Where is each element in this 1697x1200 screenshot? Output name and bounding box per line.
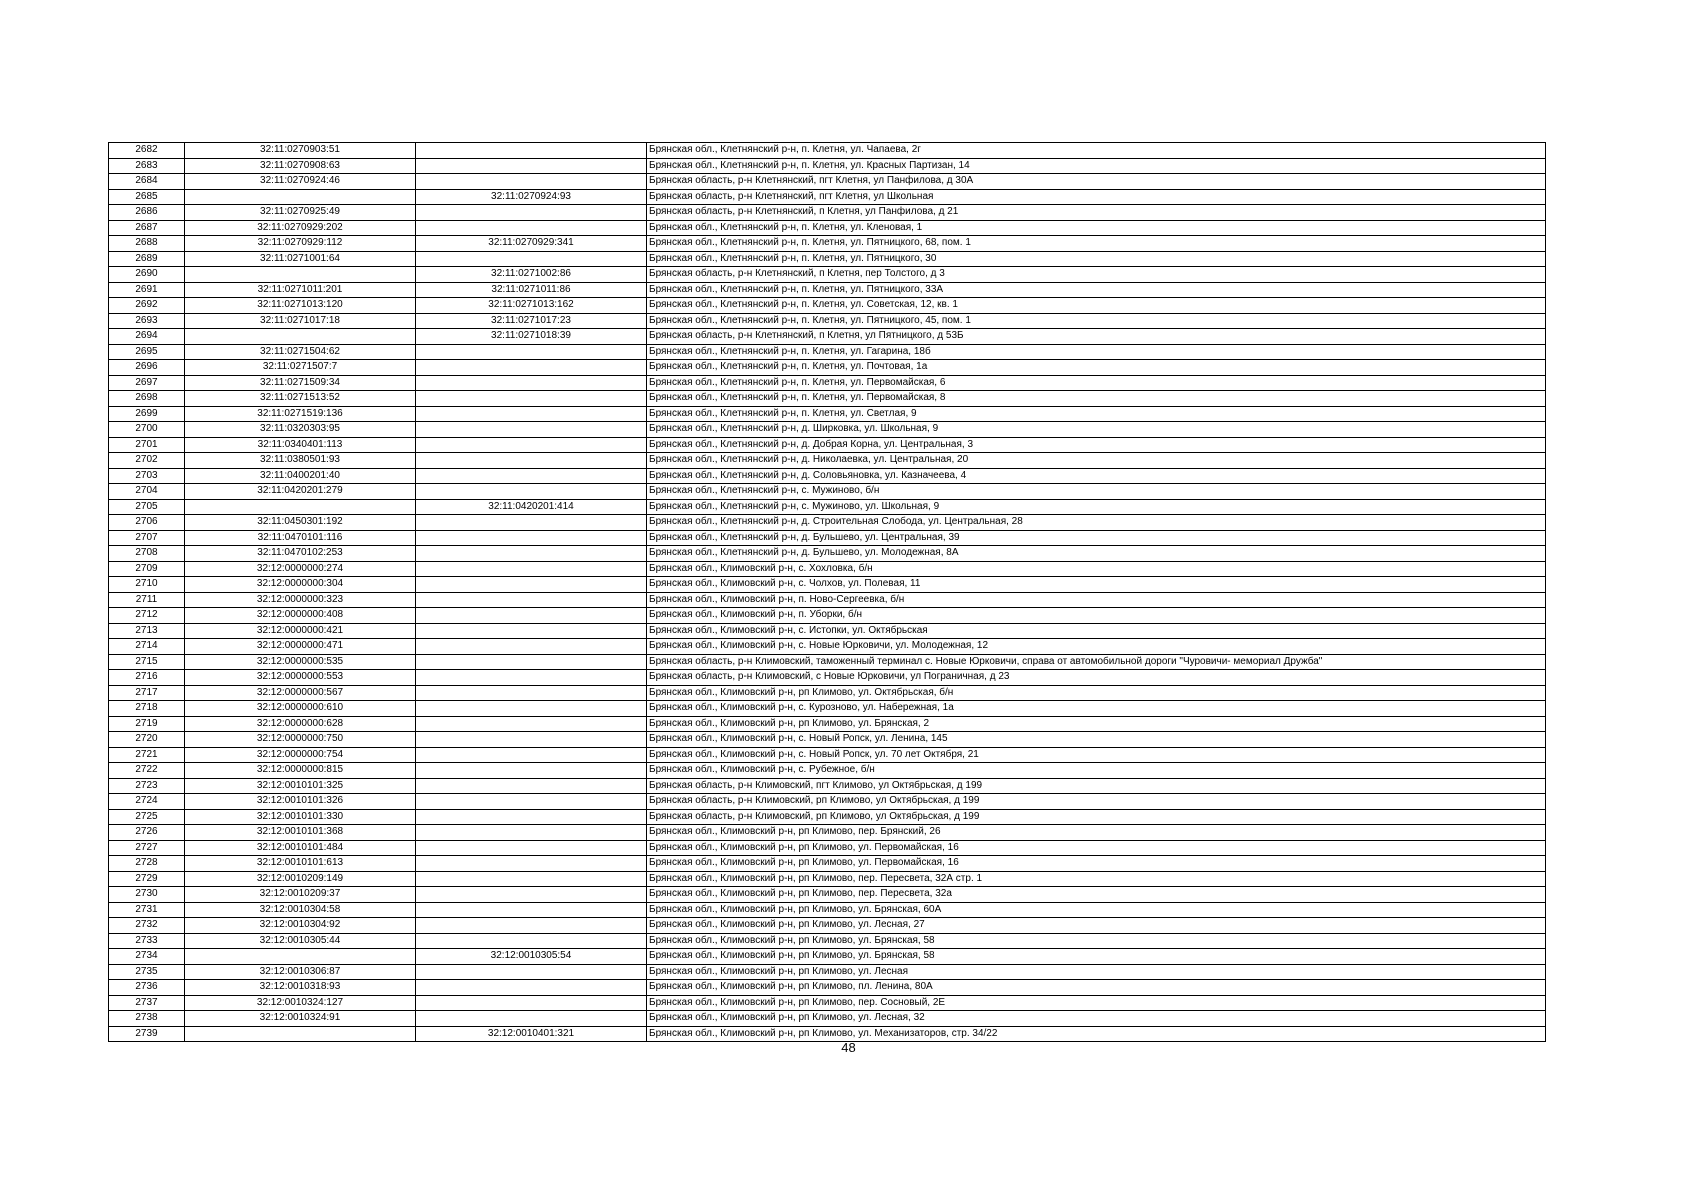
row-number-cell: 2716: [109, 670, 185, 686]
row-number-cell: 2714: [109, 639, 185, 655]
row-number-cell: 2706: [109, 515, 185, 531]
registry-table: [108, 142, 1546, 1042]
row-number-cell: 2685: [109, 189, 185, 205]
row-number-cell: 2688: [109, 236, 185, 252]
address-cell: Брянская обл., Климовский р-н, рп Климово, ул. Механизаторов, стр. 34/22: [647, 1026, 1546, 1042]
table-row: [109, 298, 1546, 314]
address-cell: Брянская обл., Климовский р-н, с. Истопки, ул. Октябрьская: [647, 623, 1546, 639]
address-cell: Брянская обл., Клетнянский р-н, п. Клетня, ул. Пятницкого, 68, пом. 1: [647, 236, 1546, 252]
cadastral-number-cell: 32:12:0000000:815: [185, 763, 416, 779]
object-number-cell: [416, 933, 647, 949]
address-cell: Брянская обл., Клетнянский р-н, п. Клетня, ул. Гагарина, 18б: [647, 344, 1546, 360]
cadastral-number-cell: 32:11:0420201:279: [185, 484, 416, 500]
cadastral-number-cell: 32:11:0271017:18: [185, 313, 416, 329]
row-number-cell: 2724: [109, 794, 185, 810]
address-cell: Брянская обл., Климовский р-н, с. Хохловка, б/н: [647, 561, 1546, 577]
table-row: [109, 670, 1546, 686]
address-cell: Брянская обл., Климовский р-н, рп Климово, ул. Лесная: [647, 964, 1546, 980]
table-row: [109, 902, 1546, 918]
table-row: [109, 701, 1546, 717]
table-row: [109, 763, 1546, 779]
object-number-cell: [416, 809, 647, 825]
cadastral-number-cell: 32:11:0271011:201: [185, 282, 416, 298]
row-number-cell: 2707: [109, 530, 185, 546]
table-row: [109, 189, 1546, 205]
cadastral-number-cell: 32:12:0010306:87: [185, 964, 416, 980]
cadastral-number-cell: 32:11:0270903:51: [185, 143, 416, 159]
cadastral-number-cell: 32:11:0400201:40: [185, 468, 416, 484]
address-cell: Брянская обл., Клетнянский р-н, п. Клетня, ул. Первомайская, 8: [647, 391, 1546, 407]
address-cell: Брянская область, р-н Климовский, рп Климово, ул Октябрьская, д 199: [647, 809, 1546, 825]
address-cell: Брянская обл., Климовский р-н, п. Уборки, б/н: [647, 608, 1546, 624]
object-number-cell: [416, 422, 647, 438]
table-row: [109, 840, 1546, 856]
row-number-cell: 2721: [109, 747, 185, 763]
object-number-cell: [416, 747, 647, 763]
cadastral-number-cell: 32:12:0000000:628: [185, 716, 416, 732]
object-number-cell: [416, 515, 647, 531]
object-number-cell: [416, 701, 647, 717]
address-cell: Брянская обл., Клетнянский р-н, п. Клетня, ул. Пятницкого, 33А: [647, 282, 1546, 298]
cadastral-number-cell: 32:11:0380501:93: [185, 453, 416, 469]
row-number-cell: 2692: [109, 298, 185, 314]
cadastral-number-cell: 32:12:0000000:421: [185, 623, 416, 639]
object-number-cell: [416, 825, 647, 841]
object-number-cell: [416, 561, 647, 577]
cadastral-number-cell: 32:12:0000000:754: [185, 747, 416, 763]
row-number-cell: 2719: [109, 716, 185, 732]
cadastral-number-cell: 32:12:0010101:325: [185, 778, 416, 794]
object-number-cell: [416, 918, 647, 934]
table-row: [109, 267, 1546, 283]
object-number-cell: 32:12:0010401:321: [416, 1026, 647, 1042]
table-row: [109, 313, 1546, 329]
row-number-cell: 2736: [109, 980, 185, 996]
table-row: [109, 515, 1546, 531]
row-number-cell: 2734: [109, 949, 185, 965]
object-number-cell: [416, 639, 647, 655]
address-cell: Брянская обл., Клетнянский р-н, д. Бульшево, ул. Центральная, 39: [647, 530, 1546, 546]
address-cell: Брянская обл., Климовский р-н, рп Климово, пер. Пересвета, 32А стр. 1: [647, 871, 1546, 887]
address-cell: Брянская обл., Климовский р-н, рп Климово, пер. Брянский, 26: [647, 825, 1546, 841]
row-number-cell: 2723: [109, 778, 185, 794]
table-row: [109, 980, 1546, 996]
row-number-cell: 2687: [109, 220, 185, 236]
cadastral-number-cell: 32:12:0010305:44: [185, 933, 416, 949]
object-number-cell: [416, 344, 647, 360]
table-row: [109, 453, 1546, 469]
object-number-cell: [416, 174, 647, 190]
cadastral-number-cell: 32:11:0271001:64: [185, 251, 416, 267]
table-row: [109, 205, 1546, 221]
cadastral-number-cell: 32:11:0270925:49: [185, 205, 416, 221]
table-row: [109, 825, 1546, 841]
cadastral-number-cell: 32:12:0000000:408: [185, 608, 416, 624]
row-number-cell: 2710: [109, 577, 185, 593]
cadastral-number-cell: 32:12:0000000:750: [185, 732, 416, 748]
table-row: [109, 561, 1546, 577]
table-row: [109, 809, 1546, 825]
object-number-cell: [416, 592, 647, 608]
table-row: [109, 747, 1546, 763]
table-row: [109, 577, 1546, 593]
row-number-cell: 2690: [109, 267, 185, 283]
object-number-cell: [416, 856, 647, 872]
address-cell: Брянская обл., Климовский р-н, рп Климово, пер. Пересвета, 32а: [647, 887, 1546, 903]
address-cell: Брянская обл., Клетнянский р-н, п. Клетня, ул. Чапаева, 2г: [647, 143, 1546, 159]
cadastral-number-cell: 32:12:0010101:613: [185, 856, 416, 872]
table-row: [109, 623, 1546, 639]
table-row: [109, 344, 1546, 360]
cadastral-number-cell: [185, 499, 416, 515]
row-number-cell: 2727: [109, 840, 185, 856]
address-cell: Брянская область, р-н Климовский, пгт Климово, ул Октябрьская, д 199: [647, 778, 1546, 794]
object-number-cell: [416, 980, 647, 996]
table-row: [109, 964, 1546, 980]
table-row: [109, 949, 1546, 965]
address-cell: Брянская обл., Клетнянский р-н, п. Клетня, ул. Пятницкого, 30: [647, 251, 1546, 267]
row-number-cell: 2704: [109, 484, 185, 500]
row-number-cell: 2730: [109, 887, 185, 903]
object-number-cell: [416, 251, 647, 267]
address-cell: Брянская обл., Клетнянский р-н, д. Строительная Слобода, ул. Центральная, 28: [647, 515, 1546, 531]
row-number-cell: 2689: [109, 251, 185, 267]
table-row: [109, 530, 1546, 546]
row-number-cell: 2735: [109, 964, 185, 980]
object-number-cell: [416, 484, 647, 500]
cadastral-number-cell: 32:12:0010101:326: [185, 794, 416, 810]
cadastral-number-cell: 32:12:0000000:567: [185, 685, 416, 701]
cadastral-number-cell: 32:11:0271513:52: [185, 391, 416, 407]
address-cell: Брянская обл., Климовский р-н, с. Чолхов, ул. Полевая, 11: [647, 577, 1546, 593]
row-number-cell: 2694: [109, 329, 185, 345]
cadastral-number-cell: 32:12:0010209:37: [185, 887, 416, 903]
object-number-cell: 32:11:0271017:23: [416, 313, 647, 329]
address-cell: Брянская обл., Клетнянский р-н, с. Мужиново, ул. Школьная, 9: [647, 499, 1546, 515]
row-number-cell: 2739: [109, 1026, 185, 1042]
object-number-cell: [416, 391, 647, 407]
object-number-cell: 32:11:0270924:93: [416, 189, 647, 205]
cadastral-number-cell: 32:12:0010324:127: [185, 995, 416, 1011]
table-row: [109, 639, 1546, 655]
table-row: [109, 143, 1546, 159]
cadastral-number-cell: 32:11:0271507:7: [185, 360, 416, 376]
object-number-cell: [416, 406, 647, 422]
object-number-cell: [416, 732, 647, 748]
object-number-cell: [416, 716, 647, 732]
address-cell: Брянская область, р-н Клетнянский, п Клетня, ул Пятницкого, д 53Б: [647, 329, 1546, 345]
address-cell: Брянская обл., Клетнянский р-н, с. Мужиново, б/н: [647, 484, 1546, 500]
cadastral-number-cell: 32:11:0271519:136: [185, 406, 416, 422]
cadastral-number-cell: 32:11:0270908:63: [185, 158, 416, 174]
row-number-cell: 2709: [109, 561, 185, 577]
object-number-cell: 32:11:0420201:414: [416, 499, 647, 515]
row-number-cell: 2715: [109, 654, 185, 670]
object-number-cell: 32:11:0271018:39: [416, 329, 647, 345]
table-row: [109, 158, 1546, 174]
address-cell: Брянская область, р-н Климовский, с Новые Юрковичи, ул Пограничная, д 23: [647, 670, 1546, 686]
address-cell: Брянская обл., Климовский р-н, рп Климово, ул. Первомайская, 16: [647, 840, 1546, 856]
row-number-cell: 2711: [109, 592, 185, 608]
table-row: [109, 685, 1546, 701]
table-row: [109, 732, 1546, 748]
cadastral-number-cell: 32:11:0271509:34: [185, 375, 416, 391]
table-row: [109, 484, 1546, 500]
row-number-cell: 2695: [109, 344, 185, 360]
cadastral-number-cell: 32:12:0000000:323: [185, 592, 416, 608]
row-number-cell: 2696: [109, 360, 185, 376]
address-cell: Брянская обл., Клетнянский р-н, д. Бульшево, ул. Молодежная, 8А: [647, 546, 1546, 562]
address-cell: Брянская обл., Клетнянский р-н, д. Соловьяновка, ул. Казначеева, 4: [647, 468, 1546, 484]
table-row: [109, 918, 1546, 934]
table-row: [109, 654, 1546, 670]
row-number-cell: 2737: [109, 995, 185, 1011]
object-number-cell: [416, 1011, 647, 1027]
row-number-cell: 2728: [109, 856, 185, 872]
cadastral-number-cell: 32:11:0450301:192: [185, 515, 416, 531]
address-cell: Брянская обл., Климовский р-н, рп Климово, ул. Брянская, 60А: [647, 902, 1546, 918]
address-cell: Брянская обл., Климовский р-н, с. Новый Ропск, ул. 70 лет Октября, 21: [647, 747, 1546, 763]
object-number-cell: 32:11:0271013:162: [416, 298, 647, 314]
address-cell: Брянская обл., Климовский р-н, рп Климово, пл. Ленина, 80А: [647, 980, 1546, 996]
object-number-cell: [416, 995, 647, 1011]
cadastral-number-cell: 32:11:0270929:202: [185, 220, 416, 236]
row-number-cell: 2693: [109, 313, 185, 329]
row-number-cell: 2684: [109, 174, 185, 190]
object-number-cell: 32:12:0010305:54: [416, 949, 647, 965]
row-number-cell: 2699: [109, 406, 185, 422]
row-number-cell: 2713: [109, 623, 185, 639]
row-number-cell: 2705: [109, 499, 185, 515]
object-number-cell: [416, 360, 647, 376]
object-number-cell: [416, 158, 647, 174]
page-number: 48: [841, 1040, 856, 1055]
object-number-cell: [416, 143, 647, 159]
object-number-cell: [416, 778, 647, 794]
address-cell: Брянская обл., Клетнянский р-н, п. Клетня, ул. Кленовая, 1: [647, 220, 1546, 236]
cadastral-number-cell: 32:12:0000000:304: [185, 577, 416, 593]
cadastral-number-cell: 32:12:0010101:368: [185, 825, 416, 841]
cadastral-number-cell: [185, 329, 416, 345]
row-number-cell: 2717: [109, 685, 185, 701]
address-cell: Брянская обл., Климовский р-н, с. Новый Ропск, ул. Ленина, 145: [647, 732, 1546, 748]
address-cell: Брянская обл., Климовский р-н, рп Климово, ул. Лесная, 32: [647, 1011, 1546, 1027]
cadastral-number-cell: 32:12:0000000:471: [185, 639, 416, 655]
object-number-cell: [416, 887, 647, 903]
address-cell: Брянская обл., Климовский р-н, рп Климово, ул. Октябрьская, б/н: [647, 685, 1546, 701]
object-number-cell: [416, 375, 647, 391]
object-number-cell: [416, 964, 647, 980]
cadastral-number-cell: 32:11:0271504:62: [185, 344, 416, 360]
address-cell: Брянская обл., Климовский р-н, с. Рубежное, б/н: [647, 763, 1546, 779]
cadastral-number-cell: 32:12:0010304:58: [185, 902, 416, 918]
address-cell: Брянская обл., Климовский р-н, с. Новые Юрковичи, ул. Молодежная, 12: [647, 639, 1546, 655]
table-row: [109, 329, 1546, 345]
address-cell: Брянская обл., Клетнянский р-н, д. Добрая Корна, ул. Центральная, 3: [647, 437, 1546, 453]
address-cell: Брянская область, р-н Клетнянский, пгт Клетня, ул Школьная: [647, 189, 1546, 205]
address-cell: Брянская область, р-н Клетнянский, п Клетня, пер Толстого, д 3: [647, 267, 1546, 283]
row-number-cell: 2698: [109, 391, 185, 407]
cadastral-number-cell: 32:12:0000000:274: [185, 561, 416, 577]
cadastral-number-cell: [185, 949, 416, 965]
row-number-cell: 2683: [109, 158, 185, 174]
row-number-cell: 2703: [109, 468, 185, 484]
row-number-cell: 2691: [109, 282, 185, 298]
object-number-cell: [416, 871, 647, 887]
object-number-cell: [416, 670, 647, 686]
cadastral-number-cell: 32:11:0470101:116: [185, 530, 416, 546]
address-cell: Брянская обл., Клетнянский р-н, п. Клетня, ул. Советская, 12, кв. 1: [647, 298, 1546, 314]
cadastral-number-cell: 32:12:0000000:610: [185, 701, 416, 717]
address-cell: Брянская обл., Климовский р-н, с. Курозново, ул. Набережная, 1а: [647, 701, 1546, 717]
object-number-cell: [416, 794, 647, 810]
object-number-cell: 32:11:0271011:86: [416, 282, 647, 298]
address-cell: Брянская обл., Клетнянский р-н, д. Ширковка, ул. Школьная, 9: [647, 422, 1546, 438]
cadastral-number-cell: 32:11:0270929:112: [185, 236, 416, 252]
cadastral-number-cell: 32:12:0000000:553: [185, 670, 416, 686]
address-cell: Брянская область, р-н Климовский, таможенный терминал с. Новые Юрковичи, справа от автомобильной дороги "Чуровичи- мемориал Дружба": [647, 654, 1546, 670]
cadastral-number-cell: 32:11:0270924:46: [185, 174, 416, 190]
row-number-cell: 2720: [109, 732, 185, 748]
table-row: [109, 592, 1546, 608]
address-cell: Брянская обл., Климовский р-н, рп Климово, ул. Брянская, 2: [647, 716, 1546, 732]
row-number-cell: 2702: [109, 453, 185, 469]
table-row: [109, 794, 1546, 810]
table-row: [109, 391, 1546, 407]
table-row: [109, 716, 1546, 732]
table-row: [109, 778, 1546, 794]
address-cell: Брянская обл., Климовский р-н, рп Климово, пер. Сосновый, 2Е: [647, 995, 1546, 1011]
row-number-cell: 2732: [109, 918, 185, 934]
object-number-cell: [416, 530, 647, 546]
object-number-cell: [416, 685, 647, 701]
table-row: [109, 468, 1546, 484]
object-number-cell: [416, 437, 647, 453]
cadastral-number-cell: 32:12:0010318:93: [185, 980, 416, 996]
object-number-cell: [416, 220, 647, 236]
table-row: [109, 174, 1546, 190]
row-number-cell: 2729: [109, 871, 185, 887]
table-row: [109, 546, 1546, 562]
address-cell: Брянская обл., Клетнянский р-н, п. Клетня, ул. Пятницкого, 45, пом. 1: [647, 313, 1546, 329]
object-number-cell: [416, 623, 647, 639]
table-row: [109, 871, 1546, 887]
row-number-cell: 2697: [109, 375, 185, 391]
object-number-cell: [416, 546, 647, 562]
table-row: [109, 887, 1546, 903]
row-number-cell: 2701: [109, 437, 185, 453]
address-cell: Брянская область, р-н Клетнянский, п Клетня, ул Панфилова, д 21: [647, 205, 1546, 221]
object-number-cell: [416, 654, 647, 670]
row-number-cell: 2722: [109, 763, 185, 779]
table-row: [109, 499, 1546, 515]
table-row: [109, 933, 1546, 949]
table-row: [109, 360, 1546, 376]
cadastral-number-cell: 32:12:0010101:484: [185, 840, 416, 856]
object-number-cell: 32:11:0270929:341: [416, 236, 647, 252]
registry-table-body: [109, 143, 1546, 1042]
row-number-cell: 2686: [109, 205, 185, 221]
address-cell: Брянская область, р-н Климовский, рп Климово, ул Октябрьская, д 199: [647, 794, 1546, 810]
address-cell: Брянская обл., Климовский р-н, рп Климово, ул. Лесная, 27: [647, 918, 1546, 934]
table-row: [109, 1011, 1546, 1027]
address-cell: Брянская обл., Климовский р-н, п. Ново-Сергеевка, б/н: [647, 592, 1546, 608]
cadastral-number-cell: 32:12:0010209:149: [185, 871, 416, 887]
table-row: [109, 856, 1546, 872]
address-cell: Брянская обл., Климовский р-н, рп Климово, ул. Первомайская, 16: [647, 856, 1546, 872]
row-number-cell: 2708: [109, 546, 185, 562]
cadastral-number-cell: 32:12:0010324:91: [185, 1011, 416, 1027]
object-number-cell: [416, 468, 647, 484]
cadastral-number-cell: 32:12:0010101:330: [185, 809, 416, 825]
cadastral-number-cell: 32:11:0470102:253: [185, 546, 416, 562]
object-number-cell: 32:11:0271002:86: [416, 267, 647, 283]
row-number-cell: 2738: [109, 1011, 185, 1027]
cadastral-number-cell: 32:12:0010304:92: [185, 918, 416, 934]
address-cell: Брянская обл., Клетнянский р-н, п. Клетня, ул. Почтовая, 1а: [647, 360, 1546, 376]
object-number-cell: [416, 763, 647, 779]
cadastral-number-cell: 32:11:0271013:120: [185, 298, 416, 314]
address-cell: Брянская обл., Климовский р-н, рп Климово, ул. Брянская, 58: [647, 933, 1546, 949]
table-row: [109, 375, 1546, 391]
object-number-cell: [416, 902, 647, 918]
cadastral-number-cell: [185, 189, 416, 205]
address-cell: Брянская обл., Клетнянский р-н, п. Клетня, ул. Первомайская, 6: [647, 375, 1546, 391]
row-number-cell: 2712: [109, 608, 185, 624]
address-cell: Брянская обл., Клетнянский р-н, д. Николаевка, ул. Центральная, 20: [647, 453, 1546, 469]
row-number-cell: 2733: [109, 933, 185, 949]
object-number-cell: [416, 577, 647, 593]
table-row: [109, 422, 1546, 438]
address-cell: Брянская обл., Клетнянский р-н, п. Клетня, ул. Красных Партизан, 14: [647, 158, 1546, 174]
object-number-cell: [416, 840, 647, 856]
row-number-cell: 2700: [109, 422, 185, 438]
object-number-cell: [416, 453, 647, 469]
address-cell: Брянская область, р-н Клетнянский, пгт Клетня, ул Панфилова, д 30А: [647, 174, 1546, 190]
cadastral-number-cell: 32:12:0000000:535: [185, 654, 416, 670]
cadastral-number-cell: 32:11:0340401:113: [185, 437, 416, 453]
table-row: [109, 437, 1546, 453]
object-number-cell: [416, 608, 647, 624]
table-row: [109, 236, 1546, 252]
row-number-cell: 2718: [109, 701, 185, 717]
cadastral-number-cell: 32:11:0320303:95: [185, 422, 416, 438]
table-row: [109, 220, 1546, 236]
object-number-cell: [416, 205, 647, 221]
address-cell: Брянская обл., Климовский р-н, рп Климово, ул. Брянская, 58: [647, 949, 1546, 965]
table-row: [109, 995, 1546, 1011]
table-row: [109, 406, 1546, 422]
row-number-cell: 2731: [109, 902, 185, 918]
table-row: [109, 282, 1546, 298]
row-number-cell: 2726: [109, 825, 185, 841]
row-number-cell: 2725: [109, 809, 185, 825]
table-row: [109, 608, 1546, 624]
address-cell: Брянская обл., Клетнянский р-н, п. Клетня, ул. Светлая, 9: [647, 406, 1546, 422]
cadastral-number-cell: [185, 267, 416, 283]
table-row: [109, 251, 1546, 267]
row-number-cell: 2682: [109, 143, 185, 159]
